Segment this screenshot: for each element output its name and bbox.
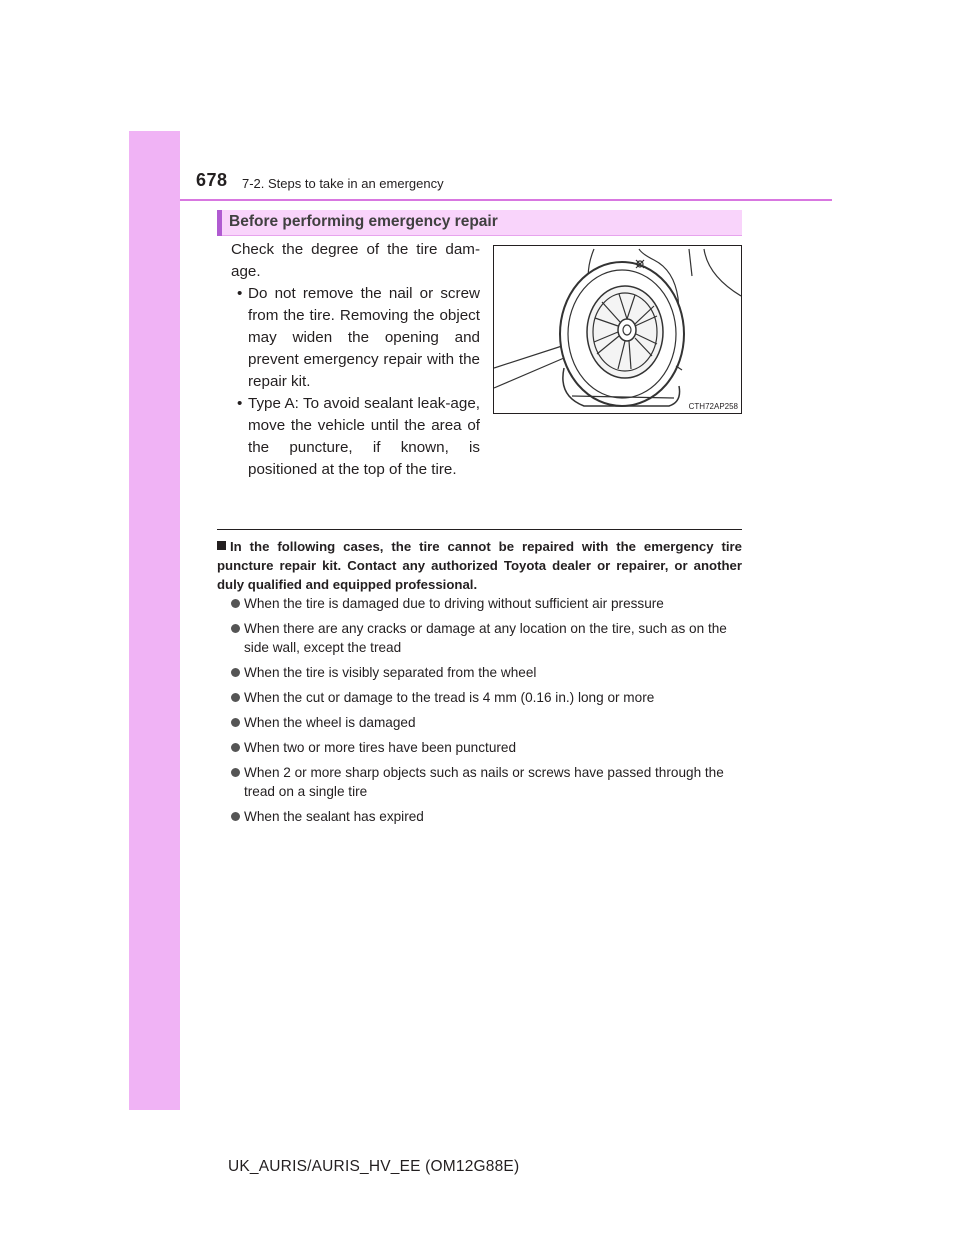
page-number: 678 — [196, 170, 228, 190]
intro-lead: Check the degree of the tire dam-age. — [231, 241, 480, 280]
list-item — [230, 807, 742, 826]
section-heading: 7-2. Steps to take in an emergency — [242, 176, 444, 191]
list-item — [230, 738, 742, 757]
case-text: When the tire is visibly separated from the wheel — [244, 665, 537, 680]
side-tab — [129, 131, 180, 1110]
section-banner — [217, 210, 742, 236]
banner-title: Before performing emergency repair — [229, 213, 498, 230]
circle-bullet-icon — [231, 768, 240, 777]
case-text: When 2 or more sharp objects such as nails or screws have passed through the tread on a single tire — [244, 765, 724, 799]
note-heading — [217, 537, 742, 594]
case-text: When the sealant has expired — [244, 809, 424, 824]
intro-item-text: Do not remove the nail or screw from the tire. Removing the object may widen the opening and prevent emergency repair with the repair kit. — [248, 285, 480, 390]
item-marker: • — [237, 285, 243, 302]
list-item — [230, 663, 742, 682]
case-text: When the tire is damaged due to driving without sufficient air pressure — [244, 596, 664, 611]
list-item — [230, 619, 742, 657]
item-marker: • — [237, 395, 243, 412]
note-heading-text: In the following cases, the tire cannot be repaired with the emergency tire puncture repair kit. Contact any authorized Toyota dealer or repairer, or another duly qualified and equipped professional. — [217, 539, 742, 592]
intro-item — [231, 393, 480, 481]
case-text: When two or more tires have been punctured — [244, 740, 517, 755]
case-list — [230, 594, 742, 832]
circle-bullet-icon — [231, 718, 240, 727]
intro-text — [231, 239, 480, 481]
note-divider — [217, 529, 742, 530]
square-bullet-icon — [217, 541, 226, 550]
list-item — [230, 713, 742, 732]
circle-bullet-icon — [231, 624, 240, 633]
intro-item — [231, 283, 480, 393]
circle-bullet-icon — [231, 812, 240, 821]
intro-item-text: Type A: To avoid sealant leak-age, move the vehicle until the area of the puncture, if known, is positioned at the top of the tire. — [248, 395, 480, 478]
case-text: When the wheel is damaged — [244, 715, 416, 730]
case-text: When the cut or damage to the tread is 4 mm (0.16 in.) long or more — [244, 690, 655, 705]
list-item — [230, 688, 742, 707]
flat-tire-illustration-icon — [494, 246, 741, 413]
banner-accent-bar — [217, 210, 222, 236]
list-item — [230, 763, 742, 801]
header-rule — [180, 199, 832, 201]
circle-bullet-icon — [231, 693, 240, 702]
page-footer: UK_AURIS/AURIS_HV_EE (OM12G88E) — [228, 1158, 520, 1175]
circle-bullet-icon — [231, 599, 240, 608]
circle-bullet-icon — [231, 743, 240, 752]
circle-bullet-icon — [231, 668, 240, 677]
list-item — [230, 594, 742, 613]
case-text: When there are any cracks or damage at any location on the tire, such as on the side wall, except the tread — [244, 621, 727, 655]
figure-code: CTH72AP258 — [688, 402, 738, 411]
flat-tire-figure — [493, 245, 742, 414]
